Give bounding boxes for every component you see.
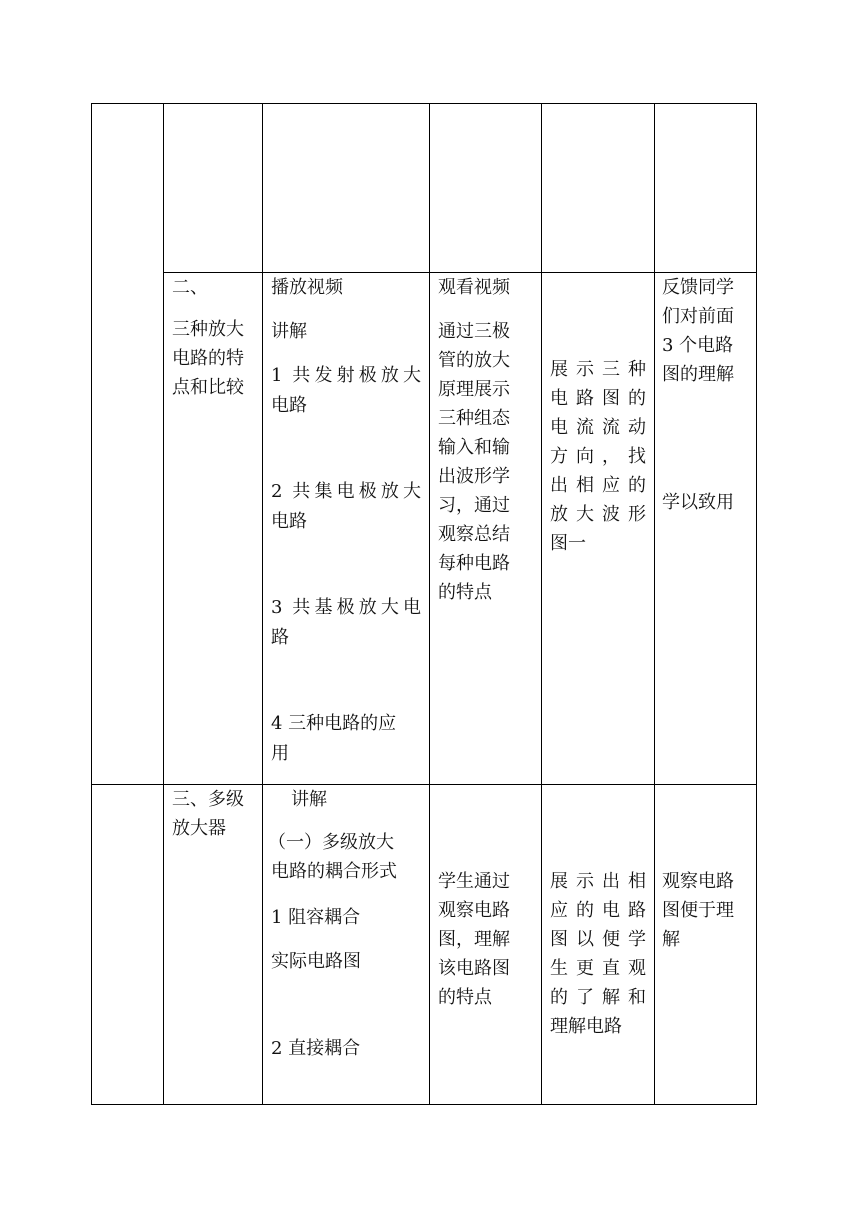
- row-two-media-line: 方向，找: [550, 446, 646, 467]
- row-three-section-line-1: 三、多级: [172, 789, 244, 810]
- row-two-section-line-1: 二、: [172, 277, 208, 298]
- row-two-teacher-line: 路: [271, 627, 289, 648]
- col-border-5: [654, 103, 655, 1105]
- row-three-student-line: 观察电路: [438, 900, 510, 921]
- row-three-media-line: 生更直观: [550, 958, 646, 979]
- col-border-0: [91, 103, 92, 1105]
- row-three-teacher-line: 2 直接耦合: [271, 1038, 361, 1059]
- row-three-student-line: 学生通过: [438, 871, 510, 892]
- row-two-student-line: 管的放大: [438, 350, 510, 371]
- table-top-border: [91, 103, 757, 104]
- row-two-teacher-line: 电路: [271, 395, 307, 416]
- row-two-section-line-4: 点和比较: [172, 377, 244, 398]
- row-three-media-line: 图以便学: [550, 929, 646, 950]
- row-two-teacher-line: 3 共基极放大电: [271, 597, 421, 618]
- row-two-intent-line: 们对前面: [662, 306, 734, 327]
- row-two-media-line: 电路图的: [550, 388, 646, 409]
- col-border-1: [163, 103, 164, 1105]
- row-two-section-line-3: 电路的特: [172, 348, 244, 369]
- row-three-media-line: 展示出相: [550, 871, 646, 892]
- row-two-intent-line: 3 个电路: [662, 335, 734, 356]
- row-two-teacher-line: 2 共集电极放大: [271, 481, 421, 502]
- row-three-student-line: 的特点: [438, 987, 492, 1008]
- row-three-teacher-line: （一）多级放大: [268, 832, 394, 853]
- row-three-media-line: 理解电路: [550, 1016, 622, 1037]
- row-two-teacher-line: 讲解: [271, 321, 307, 342]
- row-two-media-line: 出相应的: [550, 475, 646, 496]
- row-two-media-line: 展示三种: [550, 359, 646, 380]
- row-three-intent-line: 观察电路: [662, 871, 734, 892]
- row-two-media-line: 图一: [550, 533, 586, 554]
- row-three-teacher-line: 1 阻容耦合: [271, 907, 361, 928]
- row-two-teacher-line: 电路: [271, 511, 307, 532]
- col-border-2: [262, 103, 263, 1105]
- row-two-teacher-line: 4 三种电路的应: [271, 713, 397, 734]
- row-three-student-line: 图，理解: [438, 929, 510, 950]
- row-two-teacher-line: 用: [271, 743, 289, 764]
- row-two-student-line: 出波形学: [438, 466, 510, 487]
- row-three-teacher-line: 电路的耦合形式: [271, 861, 397, 882]
- row-two-intent-line: 反馈同学: [662, 277, 734, 298]
- col-border-6: [756, 103, 757, 1105]
- col-border-3: [429, 103, 430, 1105]
- table-bottom-border: [91, 1104, 757, 1105]
- row-two-student-line: 每种电路: [438, 553, 510, 574]
- row-three-section-line-2: 放大器: [172, 818, 226, 839]
- row-two-media-line: 电流流动: [550, 417, 646, 438]
- row-two-intent-line: 图的理解: [662, 364, 734, 385]
- row-two-section-line-2: 三种放大: [172, 319, 244, 340]
- row-three-media-line: 应的电路: [550, 900, 646, 921]
- row-two-intent-line: 学以致用: [662, 492, 734, 513]
- row-two-student-line: 观看视频: [438, 277, 510, 298]
- row-two-teacher-line: 播放视频: [271, 277, 343, 298]
- row-three-student-line: 该电路图: [438, 958, 510, 979]
- row-three-teacher-line: 实际电路图: [271, 951, 361, 972]
- row-two-student-line: 习，通过: [438, 495, 510, 516]
- col-border-4: [541, 103, 542, 1105]
- row-two-student-line: 通过三极: [438, 321, 510, 342]
- row-two-student-line: 三种组态: [438, 408, 510, 429]
- row-three-teacher-line: 讲解: [291, 789, 327, 810]
- row-two-student-line: 输入和输: [438, 437, 510, 458]
- row-three-media-line: 的了解和: [550, 987, 646, 1008]
- row-three-intent-line: 解: [662, 929, 680, 950]
- row-two-student-line: 的特点: [438, 582, 492, 603]
- row-two-media-line: 放大波形: [550, 504, 646, 525]
- row-two-student-line: 原理展示: [438, 379, 510, 400]
- row-two-student-line: 观察总结: [438, 524, 510, 545]
- row-two-teacher-line: 1 共发射极放大: [271, 365, 421, 386]
- row-three-intent-line: 图便于理: [662, 900, 734, 921]
